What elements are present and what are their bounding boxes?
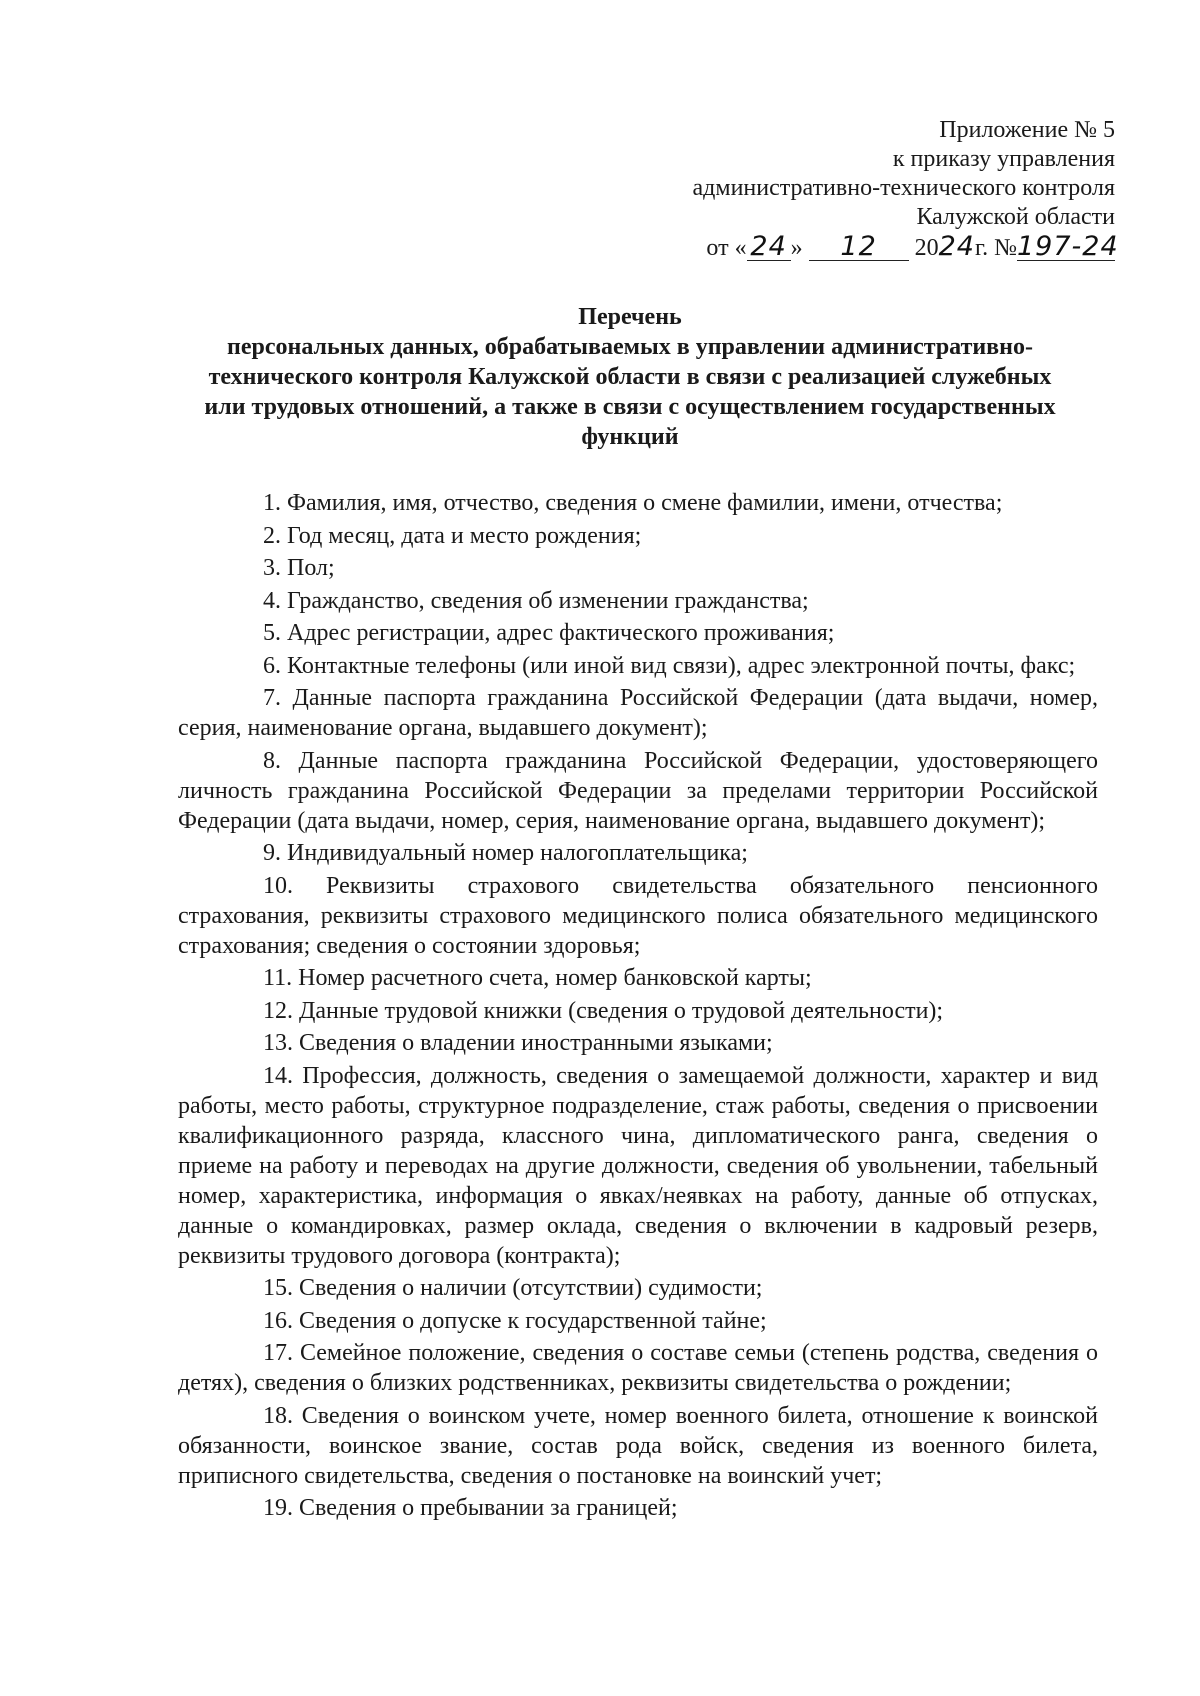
appendix-number: Приложение № 5	[939, 117, 1115, 143]
year-prefix: 20	[914, 235, 939, 261]
personal-data-list	[178, 488, 1098, 1526]
date-prefix: от «	[706, 235, 747, 261]
handwritten-day: 24	[747, 234, 791, 261]
handwritten-month: 12	[809, 234, 909, 261]
title-line-3: или трудовых отношений, а также в связи с осуществлением государственных	[204, 394, 1056, 420]
title-line-4: функций	[581, 424, 679, 450]
title-line-1: персональных данных, обрабатываемых в управлении административно-	[227, 334, 1033, 360]
list-item: 5. Адрес регистрации, адрес фактического проживания;	[263, 620, 835, 646]
list-item: 18. Сведения о воинском учете, номер военного билета, отношение к воинской обязанности, воинское звание, состав рода войск, сведения из военного билета, приписного свидетельства, сведения о постановке на воинский учет;	[178, 1402, 1098, 1489]
list-item: 8. Данные паспорта гражданина Российской Федерации, удостоверяющего личность гражданина Российской Федерации за пределами территории Российской Федерации (дата выдачи, номер, серия, наименование органа, выдавшего документ);	[178, 747, 1098, 834]
list-item: 6. Контактные телефоны (или иной вид связи), адрес электронной почты, факс;	[263, 652, 1076, 679]
list-item: 10. Реквизиты страхового свидетельства обязательного пенсионного страхования, реквизиты страхового медицинского полиса обязательного медицинского страхования; сведения о состоянии здоровья;	[178, 872, 1098, 959]
appendix-header	[595, 116, 1119, 263]
list-item: 12. Данные трудовой книжки (сведения о трудовой деятельности);	[263, 997, 944, 1024]
list-item: 16. Сведения о допуске к государственной тайне;	[263, 1307, 767, 1334]
list-item: 1. Фамилия, имя, отчество, сведения о смене фамилии, имени, отчества;	[263, 490, 1003, 516]
region-name: Калужской области	[916, 204, 1115, 230]
order-reference: к приказу управления	[892, 146, 1115, 172]
list-item: 9. Индивидуальный номер налогоплательщика;	[263, 840, 748, 866]
handwritten-year: 24	[938, 231, 975, 262]
list-item: 13. Сведения о владении иностранными языками;	[263, 1030, 773, 1056]
document-title	[170, 302, 1090, 452]
date-mid: »	[790, 235, 803, 261]
department-name: административно-технического контроля	[692, 175, 1115, 201]
number-prefix: г. №	[974, 235, 1017, 261]
handwritten-order-number: 197-24	[1017, 231, 1119, 262]
title-heading: Перечень	[578, 304, 682, 330]
list-item: 14. Профессия, должность, сведения о замещаемой должности, характер и вид работы, место работы, структурное подразделение, стаж работы, сведения о присвоении квалификационного разряда, классного чина, дипломатического ранга, сведения о приеме на работу и переводах на другие должности, сведения об увольнении, табельный номер, характеристика, информация о явках/неявках на работу, данные об отпусках, данные о командировках, размер оклада, сведения о включении в кадровый резерв, реквизиты трудового договора (контракта);	[178, 1062, 1098, 1269]
list-item: 17. Семейное положение, сведения о составе семьи (степень родства, сведения о детях), сведения о близких родственниках, реквизиты свидетельства о рождении;	[178, 1340, 1098, 1396]
list-item: 4. Гражданство, сведения об изменении гражданства;	[263, 587, 809, 614]
order-date-line	[595, 231, 1119, 263]
list-item: 3. Пол;	[263, 555, 335, 581]
list-item: 7. Данные паспорта гражданина Российской Федерации (дата выдачи, номер, серия, наименование органа, выдавшего документ);	[178, 685, 1098, 741]
list-item: 2. Год месяц, дата и место рождения;	[263, 522, 642, 549]
list-item: 15. Сведения о наличии (отсутствии) судимости;	[263, 1275, 763, 1301]
title-line-2: технического контроля Калужской области в связи с реализацией служебных	[208, 364, 1052, 390]
list-item: 19. Сведения о пребывании за границей;	[263, 1495, 678, 1521]
list-item: 11. Номер расчетного счета, номер банковской карты;	[263, 965, 812, 991]
